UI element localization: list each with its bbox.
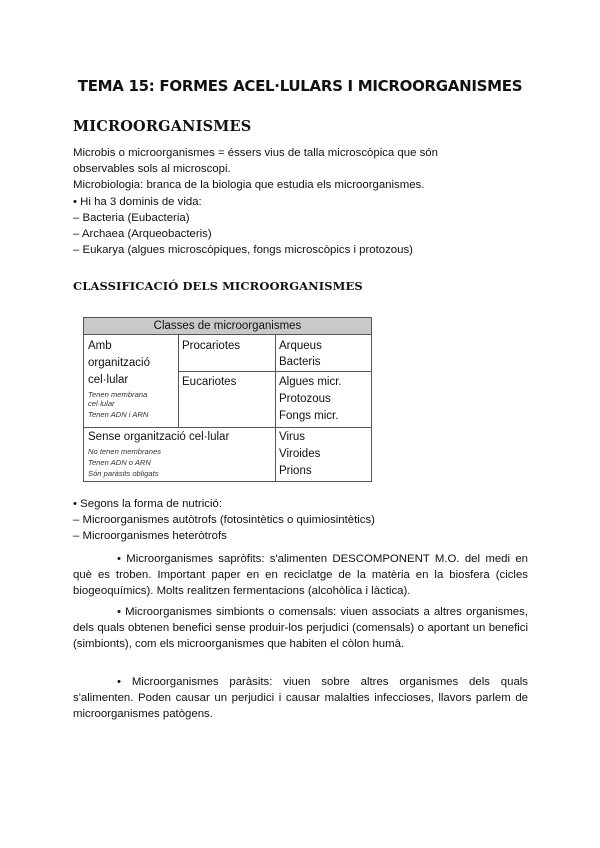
- text-line: observables sols al microscopi.: [73, 163, 231, 176]
- section-heading-classification: CLASSIFICACIÓ DELS MICROORGANISMES: [73, 279, 363, 293]
- prokaryotes-label: Procariotes: [182, 340, 241, 352]
- classification-table: [83, 317, 372, 482]
- text-line: – Bacteria (Eubacteria): [73, 211, 190, 224]
- page-title: TEMA 15: FORMES ACEL·LULARS I MICROORGANISMES: [77, 77, 523, 95]
- paragraph-symbionts: • Microorganismes simbionts o comensals: viuen associats a altres organismes, dels quals obtenen benefici sense produir-los perjudici (comensals) o aportant un benefici (simbionts), com els microorganismes que habiten el còlon humà.: [73, 606, 528, 651]
- table-caption: Classes de microorganismes: [84, 318, 371, 335]
- acellular-item: Virus: [279, 431, 305, 443]
- table-divider: [84, 427, 372, 428]
- with-org-label-line: cel·lular: [88, 374, 129, 386]
- table-divider: [275, 335, 276, 481]
- text-line: – Microorganismes heteròtrofs: [73, 530, 227, 543]
- text-line: – Archaea (Arqueobacteris): [73, 228, 212, 241]
- eukaryote-item: Algues micr.: [279, 376, 342, 388]
- with-org-note: cel·lular: [88, 399, 115, 408]
- text-line: – Microorganismes autòtrofs (fotosintètics o quimiosintètics): [73, 514, 375, 527]
- text-line: • Hi ha 3 dominis de vida:: [73, 195, 202, 208]
- with-org-note: Tenen ADN i ARN: [88, 410, 149, 419]
- without-org-label: Sense organització cel·lular: [88, 431, 230, 443]
- text-line: – Eukarya (algues microscòpiques, fongs microscòpics i protozous): [73, 244, 413, 257]
- table-divider: [178, 335, 179, 427]
- with-org-label-line: Amb: [88, 340, 112, 352]
- eukaryotes-label: Eucariotes: [182, 376, 237, 388]
- text-line: Microbis o microorganismes = éssers vius de talla microscòpica que són: [73, 147, 438, 159]
- eukaryote-item: Fongs micr.: [279, 410, 339, 422]
- acellular-item: Prions: [279, 465, 312, 477]
- with-org-note: Tenen membrana: [88, 390, 148, 399]
- without-org-note: Tenen ADN o ARN: [88, 458, 151, 467]
- acellular-item: Viroides: [279, 448, 321, 460]
- paragraph-parasites: • Microorganismes paràsits: viuen sobre altres organismes dels quals s'alimenten. Poden causar un perjudici i causar malalties infeccioses, llavors parlem de microorganismes patògens.: [73, 676, 528, 721]
- paragraph-saprophytes: • Microorganismes sapròfits: s'alimenten DESCOMPONENT M.O. del medi en què es troben. Important paper en en reciclatge de la matèria en la biosfera (cicles biogeoquímics). Molts realitzen fermentacions (alcohòlica i làctica).: [73, 553, 528, 598]
- section-heading-microorganisms: MICROORGANISMES: [73, 118, 252, 135]
- intro-text: [73, 145, 533, 258]
- with-org-label-line: organització: [88, 357, 151, 369]
- eukaryote-item: Protozous: [279, 393, 331, 405]
- prokaryote-item: Arqueus: [279, 340, 322, 352]
- prokaryote-item: Bacteris: [279, 356, 321, 368]
- table-divider: [178, 371, 372, 372]
- text-line: Microbiologia: branca de la biologia que estudia els microorganismes.: [73, 179, 425, 192]
- nutrition-text: [73, 496, 533, 545]
- without-org-note: Són paràsits obligats: [88, 469, 159, 478]
- text-line: • Segons la forma de nutrició:: [73, 498, 222, 510]
- without-org-note: No tenen membranes: [88, 447, 162, 456]
